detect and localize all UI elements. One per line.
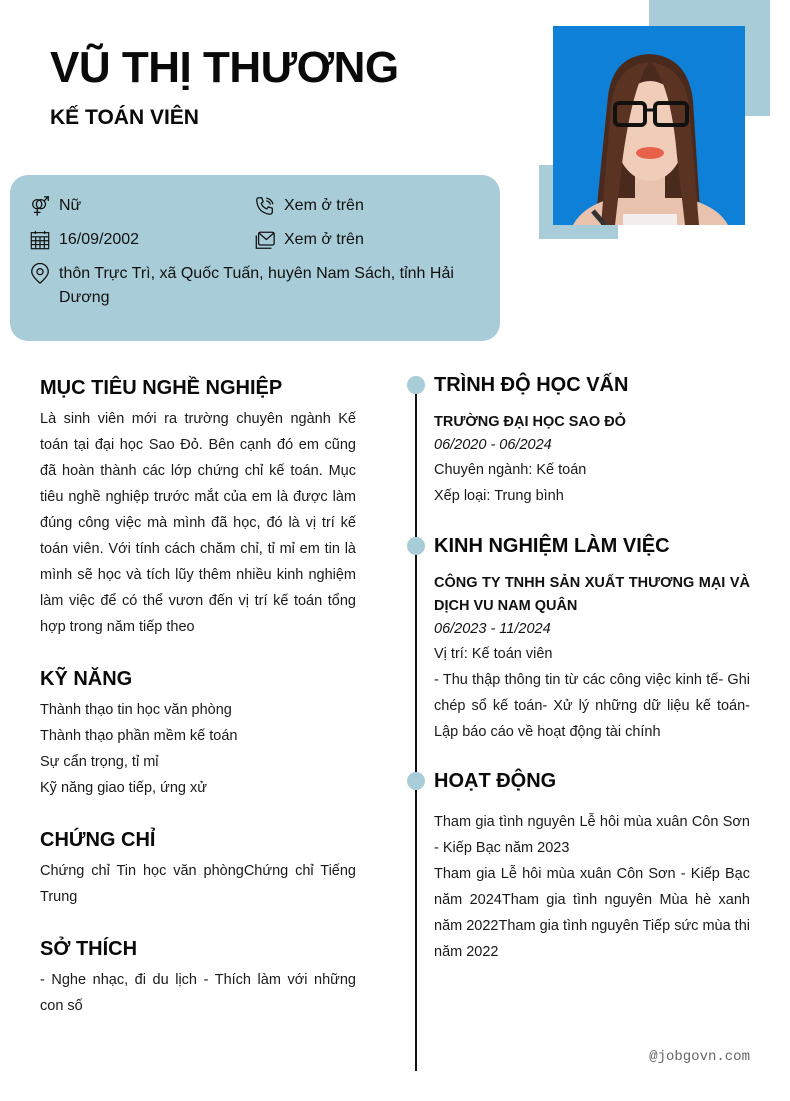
gender-icon [29, 195, 51, 217]
company-name: CÔNG TY TNHH SẢN XUẤT THƯƠNG MẠI VÀ DỊCH VU NAM QUÂN [434, 575, 750, 614]
certificates-section [40, 826, 356, 910]
timeline-dot-experience [407, 537, 425, 555]
contact-phone [254, 194, 364, 218]
hobbies-section [40, 935, 356, 1019]
contact-address [29, 262, 459, 310]
timeline-dot-activities [407, 772, 425, 790]
portrait-photo [553, 26, 745, 225]
education-major: Chuyên ngành: Kế toán [434, 462, 587, 478]
skills-section [40, 665, 356, 801]
contact-birthday [29, 228, 139, 252]
education-title: TRÌNH ĐỘ HỌC VẤN [434, 374, 629, 396]
birthday-value: 16/09/2002 [59, 231, 140, 248]
experience-title: KINH NGHIỆM LÀM VIỆC [434, 535, 670, 557]
hobbies-title: SỞ THÍCH [40, 938, 138, 960]
objective-text: Là sinh viên mới ra trường chuyên ngành Kế toán tại đại học Sao Đỏ. Bên cạnh đó em cũng đã hoàn thành các lớp chứng chỉ kế toán. Mục tiêu nghề nghiệp trước mắt của em là được làm đúng công việc mà mình đã học, đó là vị trí kế toán viên. Với tính cách chăm chỉ, tỉ mỉ em tin là mình sẽ học và tích lũy thêm nhiều kinh nghiệm làm việc để có thể vươn đến vị trí kế toán tổng hợp trong năm tiếp theo [40, 411, 356, 635]
certificates-title: CHỨNG CHỈ [40, 829, 156, 851]
footer-brand[interactable]: @jobgovn.com [649, 1049, 750, 1065]
calendar-icon [29, 229, 51, 251]
phone-icon [254, 195, 276, 217]
objective-title: MỤC TIÊU NGHỀ NGHIỆP [40, 377, 283, 399]
certificates-text: Chứng chỉ Tin học văn phòngChứng chỉ Tiếng Trung [40, 863, 356, 905]
address-value: thôn Trực Trì, xã Quốc Tuấn, huyên Nam Sách, tỉnh Hải Dương [59, 265, 454, 306]
email-value[interactable]: Xem ở trên [284, 231, 364, 248]
activities-title: HOẠT ĐỘNG [434, 770, 557, 792]
experience-section [434, 532, 750, 745]
candidate-name: VŨ THỊ THƯƠNG [50, 43, 399, 92]
education-period: 06/2020 - 06/2024 [434, 437, 552, 453]
timeline-line [415, 385, 417, 1071]
location-pin-icon [29, 263, 51, 285]
skill-item: Sự cẩn trọng, tỉ mỉ [40, 754, 159, 770]
experience-description: - Thu thập thông tin từ các công việc kinh tế- Ghi chép sổ kế toán- Xử lý những dữ liệu kế toán- Lập báo cáo về hoạt động tài chính [434, 672, 750, 740]
skill-item: Thành thạo phần mềm kế toán [40, 728, 238, 744]
contact-gender [29, 194, 81, 218]
contact-email [254, 228, 364, 252]
email-icon [254, 229, 276, 251]
job-title: KẾ TOÁN VIÊN [50, 106, 199, 129]
objective-section [40, 374, 356, 640]
skills-list [40, 697, 356, 801]
school-name: TRƯỜNG ĐẠI HỌC SAO ĐỎ [434, 414, 626, 430]
activity-item: Tham gia Lễ hôi mùa xuân Côn Sơn - Kiếp Bạc năm 2024Tham gia tình nguyên Mùa hè xanh năm 2022Tham gia tình nguyên Tiếp sức mùa thi năm 2022 [434, 866, 750, 960]
activity-item: Tham gia tình nguyên Lễ hôi mùa xuân Côn Sơn - Kiếp Bạc năm 2023 [434, 814, 750, 856]
skill-item: Thành thạo tin học văn phòng [40, 702, 232, 718]
gender-value: Nữ [59, 197, 82, 214]
education-section [434, 371, 750, 509]
experience-period: 06/2023 - 11/2024 [434, 621, 551, 637]
education-grade: Xếp loại: Trung bình [434, 488, 564, 504]
phone-value[interactable]: Xem ở trên [284, 197, 364, 214]
timeline-dot-education [407, 376, 425, 394]
skill-item: Kỹ năng giao tiếp, ứng xử [40, 780, 207, 796]
portrait-illustration [553, 26, 745, 225]
activities-list [434, 809, 750, 965]
skills-title: KỸ NĂNG [40, 668, 133, 690]
activities-section [434, 767, 750, 965]
experience-position: Vị trí: Kế toán viên [434, 646, 553, 662]
hobbies-text: - Nghe nhạc, đi du lịch - Thích làm với những con số [40, 972, 356, 1014]
